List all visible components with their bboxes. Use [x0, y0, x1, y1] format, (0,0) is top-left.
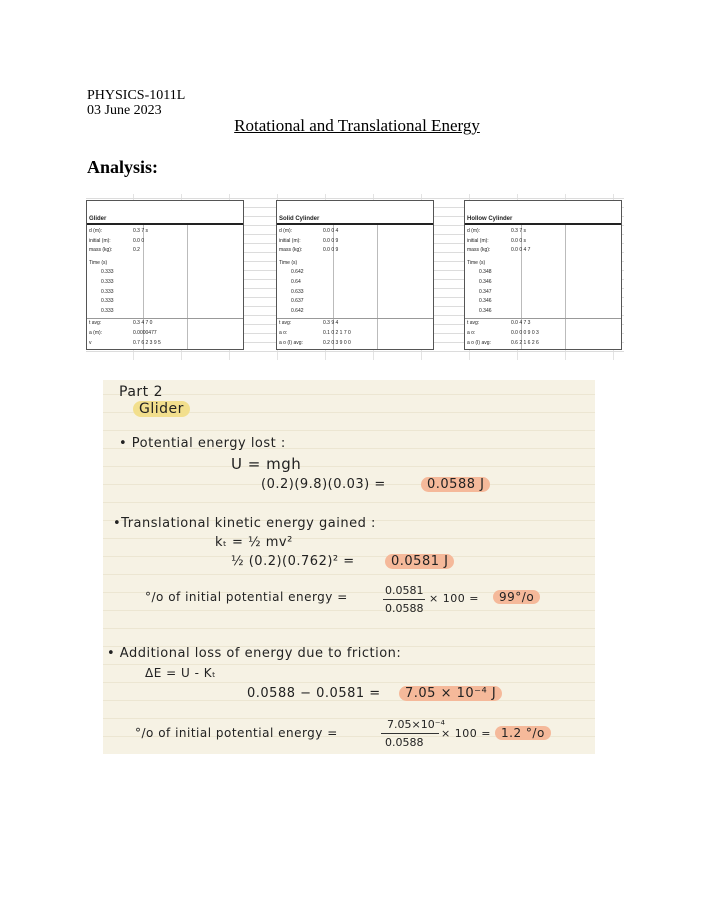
- cell-value: 0.2 0 3 9 0 0: [323, 339, 351, 346]
- cell-value: 0.0 0 0 9 0 3: [511, 330, 539, 336]
- table-row: [467, 320, 619, 329]
- table-row: [89, 238, 241, 247]
- cell-value: 0.0 0: [133, 237, 145, 244]
- loss-calc: 0.0588 − 0.0581 =: [247, 686, 381, 701]
- cell-label: 0.637: [291, 298, 304, 305]
- cell-label: t avg:: [467, 320, 480, 327]
- cell-label: v: [89, 339, 92, 346]
- cell-label: 0.346: [479, 279, 492, 285]
- loss-formula: ΔE = U - Kₜ: [145, 666, 217, 680]
- cell-label: Time (s): [89, 259, 108, 266]
- table-row: [89, 247, 241, 256]
- table-row: [467, 308, 619, 317]
- table-row: [467, 228, 619, 237]
- cell-value: 0.2: [133, 247, 140, 254]
- ke-label: •Translational kinetic energy gained :: [113, 516, 376, 531]
- pct2-result: 1.2 °/o: [495, 726, 551, 740]
- table-row: [89, 228, 241, 237]
- pct2-denominator: 0.0588: [385, 736, 424, 749]
- cell-value: 0.0 0 4: [323, 228, 339, 234]
- table-row: [89, 330, 241, 339]
- hollow-cylinder-table: [464, 200, 622, 350]
- cell-label: a o (I) avg:: [279, 339, 303, 346]
- pe-calc: (0.2)(9.8)(0.03) =: [261, 477, 386, 492]
- cell-label: initial (m):: [89, 237, 111, 244]
- cell-label: 0.642: [291, 269, 304, 276]
- cell-label: d (m):: [89, 228, 103, 234]
- cell-label: a o:: [279, 330, 288, 336]
- table-row: [467, 279, 619, 288]
- cell-label: a o (I) avg:: [467, 339, 491, 346]
- cell-label: 0.333: [101, 288, 114, 295]
- cell-label: 0.333: [101, 279, 114, 285]
- ke-formula: kₜ = ½ mv²: [215, 535, 293, 550]
- table-row: [89, 308, 241, 317]
- table-row: [467, 269, 619, 278]
- cell-label: mass (kg):: [89, 247, 113, 254]
- pct2-numerator: 7.05×10⁻⁴: [387, 718, 445, 731]
- cell-label: Time (s): [279, 259, 298, 266]
- cell-label: 0.346: [479, 307, 492, 314]
- cell-label: 0.333: [101, 298, 114, 305]
- table-row: [279, 320, 431, 329]
- table-title: Glider: [87, 201, 243, 225]
- pe-result: 0.0588 J: [421, 477, 490, 492]
- cell-value: 0.0 0 4 7: [511, 247, 531, 254]
- table-row: [279, 298, 431, 307]
- cell-value: 0.1 0 2 1 7 0: [323, 330, 351, 336]
- cell-value: 0.6 2 1 6 2 6: [511, 339, 539, 346]
- table-row: [279, 330, 431, 339]
- cell-value: 0.3 7 s: [511, 228, 527, 234]
- cell-label: a o:: [467, 330, 476, 336]
- cell-label: 0.346: [479, 298, 492, 305]
- table-row: [279, 340, 431, 349]
- table-title: Solid Cylinder: [277, 201, 433, 225]
- cell-label: mass (kg):: [467, 247, 491, 254]
- table-row: [89, 298, 241, 307]
- cell-label: t avg:: [279, 320, 292, 327]
- cell-label: 0.348: [479, 269, 492, 276]
- table-row: [279, 228, 431, 237]
- grid-line: [87, 318, 243, 319]
- table-row: [89, 279, 241, 288]
- document-date: 03 June 2023: [87, 103, 162, 118]
- loss-result: 7.05 × 10⁻⁴ J: [399, 686, 502, 701]
- cell-value: 0.0 4 7 3: [511, 320, 531, 327]
- course-code: PHYSICS-1011L: [87, 88, 186, 103]
- pe-formula: U = mgh: [231, 455, 302, 473]
- table-row: [467, 289, 619, 298]
- pe-label: • Potential energy lost :: [119, 436, 286, 451]
- cell-value: 0.0 0 s: [511, 237, 527, 244]
- table-row: [89, 260, 241, 269]
- table-row: [467, 298, 619, 307]
- glider-heading: Glider: [133, 401, 190, 417]
- pct1-multiplier: × 100 =: [429, 592, 479, 605]
- cell-value: 0.3 7 s: [133, 228, 149, 234]
- solid-cylinder-table: [276, 200, 434, 350]
- table-row: [279, 247, 431, 256]
- cell-value: 0.3 4 7 0: [133, 320, 153, 327]
- grid-line: [277, 318, 433, 319]
- fraction-bar: [381, 733, 439, 734]
- cell-label: initial (m):: [279, 237, 301, 244]
- table-title: Hollow Cylinder: [465, 201, 621, 225]
- table-row: [89, 289, 241, 298]
- pct1-numerator: 0.0581: [385, 584, 424, 597]
- cell-label: 0.333: [101, 307, 114, 314]
- cell-label: d (m):: [467, 228, 481, 234]
- glider-table: [86, 200, 244, 350]
- pct2-label: °/o of initial potential energy =: [135, 726, 338, 740]
- table-row: [279, 308, 431, 317]
- cell-label: t avg:: [89, 320, 102, 327]
- table-row: [279, 260, 431, 269]
- table-row: [467, 340, 619, 349]
- grid-line: [465, 318, 621, 319]
- table-row: [279, 238, 431, 247]
- table-row: [467, 247, 619, 256]
- cell-label: 0.633: [291, 288, 304, 295]
- table-row: [89, 269, 241, 278]
- cell-label: d (m):: [279, 228, 293, 234]
- cell-label: 0.64: [291, 279, 301, 285]
- table-row: [467, 238, 619, 247]
- pct1-result: 99°/o: [493, 590, 540, 604]
- table-row: [467, 330, 619, 339]
- table-row: [279, 269, 431, 278]
- ke-calc: ½ (0.2)(0.762)² =: [231, 554, 355, 569]
- section-heading: Analysis:: [87, 157, 159, 177]
- pct1-label: °/o of initial potential energy =: [145, 590, 348, 604]
- table-row: [467, 260, 619, 269]
- cell-label: Time (s): [467, 259, 486, 266]
- table-row: [89, 320, 241, 329]
- spreadsheet-screenshot: [86, 194, 624, 360]
- cell-value: 0.0 0 9: [323, 247, 339, 254]
- cell-label: mass (kg):: [279, 247, 303, 254]
- cell-value: 0.0 0 9: [323, 237, 339, 244]
- loss-label: • Additional loss of energy due to friction:: [107, 646, 402, 661]
- table-row: [279, 289, 431, 298]
- cell-label: 0.333: [101, 269, 114, 276]
- part-heading: Part 2: [119, 384, 163, 400]
- handwritten-notes: [103, 380, 595, 754]
- pct1-denominator: 0.0588: [385, 602, 424, 615]
- table-row: [279, 279, 431, 288]
- document-title: Rotational and Translational Energy: [234, 116, 480, 135]
- cell-label: 0.642: [291, 307, 304, 314]
- ke-result: 0.0581 J: [385, 554, 454, 569]
- cell-value: 0.7 6 2 3 9 5: [133, 339, 161, 346]
- cell-value: 0.0000477: [133, 330, 157, 336]
- cell-label: a (m):: [89, 330, 103, 336]
- pct2-multiplier: × 100 =: [441, 727, 491, 740]
- cell-label: initial (m):: [467, 237, 489, 244]
- table-row: [89, 340, 241, 349]
- cell-value: 0.3 9 4: [323, 320, 339, 327]
- fraction-bar: [383, 599, 425, 600]
- cell-label: 0.347: [479, 288, 492, 295]
